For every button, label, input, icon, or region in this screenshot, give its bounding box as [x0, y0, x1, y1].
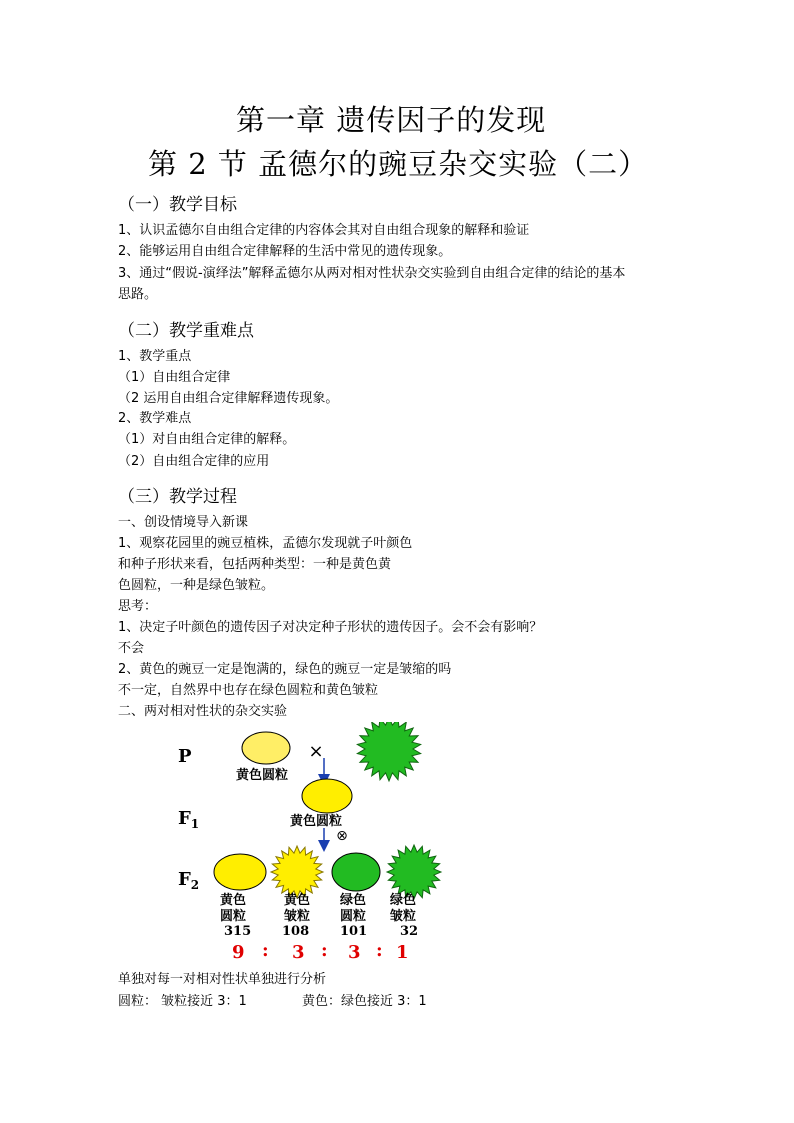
keypoint-item: 2、教学难点 — [118, 411, 192, 426]
goal-item: 3、通过“假说-演绎法”解释孟德尔从两对相对性状杂交实验到自由组合定律的结论的基本 — [118, 266, 626, 281]
f2-label-line2: 圆粒 — [340, 909, 367, 924]
ratio-separator: : — [376, 940, 383, 961]
ratio-separator: : — [262, 940, 269, 961]
goal-item: 2、能够运用自由组合定律解释的生活中常见的遗传现象。 — [118, 244, 452, 259]
p-label: 黄色圆粒 — [236, 768, 289, 783]
analysis-intro: 单独对每一对相对性状单独进行分析 — [118, 972, 327, 987]
f2-label-line1: 黄色 — [220, 893, 247, 908]
generation-f2-label: $F_2$ — [178, 869, 200, 892]
f2-count: 315 — [224, 924, 252, 939]
self-cross-symbol: ⊗ — [336, 828, 348, 844]
generation-p-label: P — [178, 746, 192, 767]
p-yellow-round-pea — [242, 732, 290, 764]
process-item: 和种子形状来看，包括两种类型：一种是黄色黄 — [118, 557, 392, 572]
analysis-round-wrinkled: 圆粒： 皱粒接近 3：1 — [118, 994, 247, 1009]
ratio-value: 9 — [232, 942, 245, 963]
f2-green-wrinkled-pea — [387, 845, 441, 899]
process-heading: （三）教学过程 — [118, 487, 237, 507]
ratio-separator: : — [321, 940, 328, 961]
f2-yellow-wrinkled-pea — [271, 846, 323, 898]
f2-green-round-pea — [332, 853, 380, 891]
keypoint-item: （2）自由组合定律的应用 — [118, 454, 270, 469]
chapter-title: 第一章 遗传因子的发现 — [236, 103, 547, 137]
f2-label-line2: 圆粒 — [220, 909, 247, 924]
keypoint-item: （1）对自由组合定律的解释。 — [118, 432, 296, 447]
keypoints-heading: （二）教学重难点 — [118, 321, 254, 341]
dihybrid-cross-diagram — [170, 722, 470, 967]
p-green-wrinkled-pea — [357, 722, 420, 781]
process-item: 二、两对相对性状的杂交实验 — [118, 704, 288, 719]
f2-count: 32 — [400, 924, 419, 939]
f2-label-line2: 皱粒 — [390, 909, 417, 924]
f2-label-line1: 黄色 — [284, 893, 311, 908]
lesson-title: 第 2 节 孟德尔的豌豆杂交实验（二） — [148, 147, 649, 181]
process-item: 1、观察花园里的豌豆植株，孟德尔发现就子叶颜色 — [118, 536, 413, 551]
process-item: 思考： — [118, 599, 158, 614]
f2-count: 108 — [282, 924, 310, 939]
ratio-value: 1 — [396, 942, 409, 963]
process-item: 2、黄色的豌豆一定是饱满的，绿色的豌豆一定是皱缩的吗 — [118, 662, 452, 677]
process-item: 一、创设情境导入新课 — [118, 515, 249, 530]
f2-yellow-round-pea — [214, 854, 266, 890]
cross-symbol: × — [308, 741, 324, 762]
analysis-yellow-green: 黄色：绿色接近 3：1 — [302, 994, 427, 1009]
keypoint-item: （1）自由组合定律 — [118, 370, 231, 385]
goals-heading: （一）教学目标 — [118, 195, 237, 215]
ratio-value: 3 — [292, 942, 305, 963]
goal-item: 思路。 — [118, 287, 158, 302]
process-item: 不一定，自然界中也存在绿色圆粒和黄色皱粒 — [118, 683, 379, 698]
process-item: 色圆粒，一种是绿色皱粒。 — [118, 578, 275, 593]
f1-yellow-round-pea — [302, 779, 352, 813]
keypoint-item: 1、教学重点 — [118, 349, 192, 364]
ratio-value: 3 — [348, 942, 361, 963]
process-item: 不会 — [118, 641, 145, 656]
f2-label-line2: 皱粒 — [284, 909, 311, 924]
generation-f1-label: $F_1$ — [178, 808, 200, 831]
f2-label-line1: 绿色 — [390, 893, 417, 908]
process-item: 1、决定子叶颜色的遗传因子对决定种子形状的遗传因子。会不会有影响？ — [118, 620, 543, 635]
f2-count: 101 — [340, 924, 368, 939]
f2-label-line1: 绿色 — [340, 893, 367, 908]
goal-item: 1、认识孟德尔自由组合定律的内容体会其对自由组合现象的解释和验证 — [118, 223, 530, 238]
keypoint-item: （2 运用自由组合定律解释遗传现象。 — [118, 391, 339, 406]
f1-label: 黄色圆粒 — [290, 814, 343, 829]
